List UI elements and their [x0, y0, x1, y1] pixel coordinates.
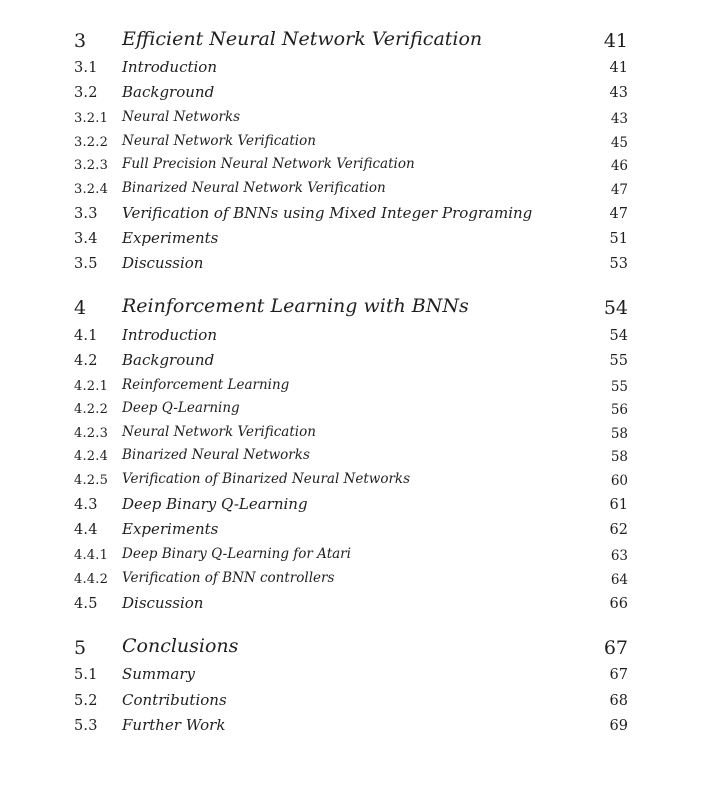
- section-number: 4.3: [74, 497, 98, 513]
- section-title: Introduction: [122, 58, 217, 76]
- chapter-number: 4: [74, 297, 87, 319]
- toc-subsection-4-4-1[interactable]: [0, 546, 723, 566]
- toc-section-3-3[interactable]: [0, 204, 723, 226]
- subsection-number: 3.2.3: [74, 158, 109, 173]
- section-page: 67: [609, 667, 628, 683]
- section-title: Discussion: [122, 594, 204, 612]
- subsection-number: 4.4.1: [74, 548, 109, 563]
- section-number: 3.4: [74, 231, 98, 247]
- section-page: 54: [609, 328, 628, 344]
- section-title: Background: [122, 351, 215, 369]
- section-page: 47: [609, 206, 628, 222]
- subsection-page: 47: [610, 182, 628, 198]
- subsection-page: 55: [610, 379, 628, 395]
- subsection-number: 4.2.1: [74, 379, 109, 394]
- subsection-number: 3.2.1: [74, 111, 109, 126]
- subsection-title: Neural Networks: [122, 109, 241, 125]
- toc-section-3-2[interactable]: [0, 83, 723, 105]
- toc-subsection-3-2-3[interactable]: [0, 156, 723, 176]
- section-number: 4.2: [74, 353, 98, 369]
- subsection-title: Neural Network Verification: [122, 133, 316, 149]
- subsection-page: 64: [610, 572, 628, 588]
- section-page: 55: [609, 353, 628, 369]
- subsection-page: 46: [610, 158, 628, 174]
- toc-section-4-1[interactable]: [0, 326, 723, 348]
- subsection-title: Full Precision Neural Network Verification: [122, 156, 415, 172]
- chapter-title: Reinforcement Learning with BNNs: [122, 295, 469, 317]
- chapter-title: Efficient Neural Network Verification: [122, 28, 483, 50]
- chapter-page: 41: [603, 30, 628, 52]
- subsection-page: 63: [610, 548, 628, 564]
- subsection-title: Binarized Neural Network Verification: [122, 180, 386, 196]
- chapter-title: Conclusions: [122, 635, 239, 657]
- chapter-number: 5: [74, 637, 87, 659]
- toc-section-5-1[interactable]: [0, 665, 723, 687]
- section-title: Experiments: [122, 229, 219, 247]
- section-number: 3.1: [74, 60, 98, 76]
- subsection-number: 4.2.3: [74, 426, 109, 441]
- section-page: 53: [609, 256, 628, 272]
- section-title: Deep Binary Q-Learning: [122, 495, 308, 513]
- subsection-number: 4.4.2: [74, 572, 109, 587]
- subsection-number: 4.2.2: [74, 402, 109, 417]
- section-number: 4.5: [74, 596, 98, 612]
- chapter-page: 67: [603, 637, 628, 659]
- section-title: Background: [122, 83, 215, 101]
- toc-chapter-4[interactable]: [0, 295, 723, 323]
- subsection-title: Reinforcement Learning: [122, 377, 290, 393]
- section-page: 61: [609, 497, 628, 513]
- section-number: 3.3: [74, 206, 98, 222]
- toc-subsection-4-2-2[interactable]: [0, 400, 723, 420]
- toc-section-4-2[interactable]: [0, 351, 723, 373]
- subsection-page: 43: [610, 111, 628, 127]
- toc-section-5-2[interactable]: [0, 691, 723, 713]
- toc-subsection-3-2-2[interactable]: [0, 133, 723, 153]
- section-number: 5.1: [74, 667, 98, 683]
- toc-chapter-5[interactable]: [0, 635, 723, 663]
- section-title: Summary: [122, 665, 195, 683]
- toc-chapter-3[interactable]: [0, 28, 723, 56]
- subsection-title: Deep Q-Learning: [122, 400, 240, 416]
- toc-subsection-4-2-3[interactable]: [0, 424, 723, 444]
- section-page: 66: [609, 596, 628, 612]
- chapter-number: 3: [74, 30, 87, 52]
- subsection-page: 60: [610, 473, 628, 489]
- subsection-number: 3.2.4: [74, 182, 109, 197]
- section-title: Contributions: [122, 691, 227, 709]
- section-page: 68: [609, 693, 628, 709]
- section-number: 3.5: [74, 256, 98, 272]
- toc-section-4-3[interactable]: [0, 495, 723, 517]
- toc-subsection-3-2-4[interactable]: [0, 180, 723, 200]
- section-page: 62: [609, 522, 628, 538]
- subsection-number: 4.2.5: [74, 473, 109, 488]
- subsection-title: Binarized Neural Networks: [122, 447, 310, 463]
- section-number: 5.2: [74, 693, 98, 709]
- subsection-title: Deep Binary Q-Learning for Atari: [122, 546, 351, 562]
- section-page: 41: [609, 60, 628, 76]
- subsection-title: Verification of Binarized Neural Networks: [122, 471, 411, 487]
- section-page: 69: [609, 718, 628, 734]
- toc-subsection-4-2-5[interactable]: [0, 471, 723, 491]
- subsection-page: 58: [610, 449, 628, 465]
- toc-subsection-4-2-1[interactable]: [0, 377, 723, 397]
- section-title: Introduction: [122, 326, 217, 344]
- toc-section-3-4[interactable]: [0, 229, 723, 251]
- toc-section-4-5[interactable]: [0, 594, 723, 616]
- subsection-page: 58: [610, 426, 628, 442]
- chapter-page: 54: [603, 297, 628, 319]
- toc-section-5-3[interactable]: [0, 716, 723, 738]
- section-title: Experiments: [122, 520, 219, 538]
- section-number: 5.3: [74, 718, 98, 734]
- subsection-number: 4.2.4: [74, 449, 109, 464]
- subsection-title: Verification of BNN controllers: [122, 570, 335, 586]
- subsection-page: 45: [610, 135, 628, 151]
- section-title: Discussion: [122, 254, 204, 272]
- subsection-title: Neural Network Verification: [122, 424, 316, 440]
- section-title: Verification of BNNs using Mixed Integer Programing: [122, 204, 533, 222]
- section-page: 51: [609, 231, 628, 247]
- section-number: 4.1: [74, 328, 98, 344]
- toc-section-3-1[interactable]: [0, 58, 723, 80]
- toc-section-3-5[interactable]: [0, 254, 723, 276]
- section-number: 4.4: [74, 522, 98, 538]
- toc-subsection-4-2-4[interactable]: [0, 447, 723, 467]
- subsection-number: 3.2.2: [74, 135, 109, 150]
- toc-subsection-3-2-1[interactable]: [0, 109, 723, 129]
- section-title: Further Work: [122, 716, 226, 734]
- toc-section-4-4[interactable]: [0, 520, 723, 542]
- section-page: 43: [609, 85, 628, 101]
- toc-subsection-4-4-2[interactable]: [0, 570, 723, 590]
- subsection-page: 56: [610, 402, 628, 418]
- section-number: 3.2: [74, 85, 98, 101]
